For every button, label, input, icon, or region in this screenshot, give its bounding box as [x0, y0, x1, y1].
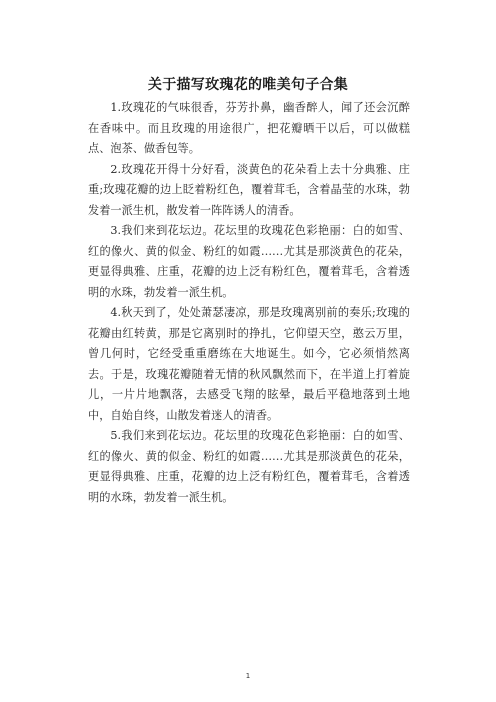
page-number: 1 — [245, 672, 251, 680]
document-title: 关于描写玫瑰花的唯美句子合集 — [147, 77, 349, 93]
paragraph-4: 4.秋天到了，处处萧瑟凄凉，那是玫瑰离别前的奏乐;玫瑰的花瓣由红转黄，那是它离别时的挣扎，它仰望天空，憨云万里，曾几何时，它经受重重磨练在大地诞生。如今，它必须悄然离去。于是，玫瑰花瓣随着无情的秋风飘然而下，在半道上打着旋儿，一片片地飘落，去感受飞翔的眩晕，最后平稳地落到土地中，自始自终，山散发着迷人的清香。 — [88, 306, 410, 422]
paragraph-1: 1.玫瑰花的气味很香，芬芳扑鼻，幽香醉人，闻了还会沉醉在香味中。而且玫瑰的用途很广，把花瓣晒干以后，可以做糕点、泡茶、做香包等。 — [88, 101, 410, 155]
document-body — [88, 98, 410, 508]
paragraph-5: 5.我们来到花坛边。花坛里的玫瑰花色彩艳丽：白的如雪、红的像火、黄的似金、粉红的如霞……尤其是那淡黄色的花朵，更显得典雅、庄重，花瓣的边上泛有粉红色，覆着茸毛，含着透明的水珠，勃发着一派生机。 — [88, 429, 410, 504]
paragraph-3: 3.我们来到花坛边。花坛里的玫瑰花色彩艳丽：白的如雪、红的像火、黄的似金、粉红的如霞……尤其是那淡黄色的花朵，更显得典雅、庄重，花瓣的边上泛有粉红色，覆着茸毛，含着透明的水珠，勃发着一派生机。 — [88, 224, 410, 299]
paragraph-2: 2.玫瑰花开得十分好看，淡黄色的花朵看上去十分典雅、庄重;玫瑰花瓣的边上眨着粉红色，覆着茸毛，含着晶莹的水珠，勃发着一派生机，散发着一阵阵诱人的清香。 — [88, 162, 410, 217]
